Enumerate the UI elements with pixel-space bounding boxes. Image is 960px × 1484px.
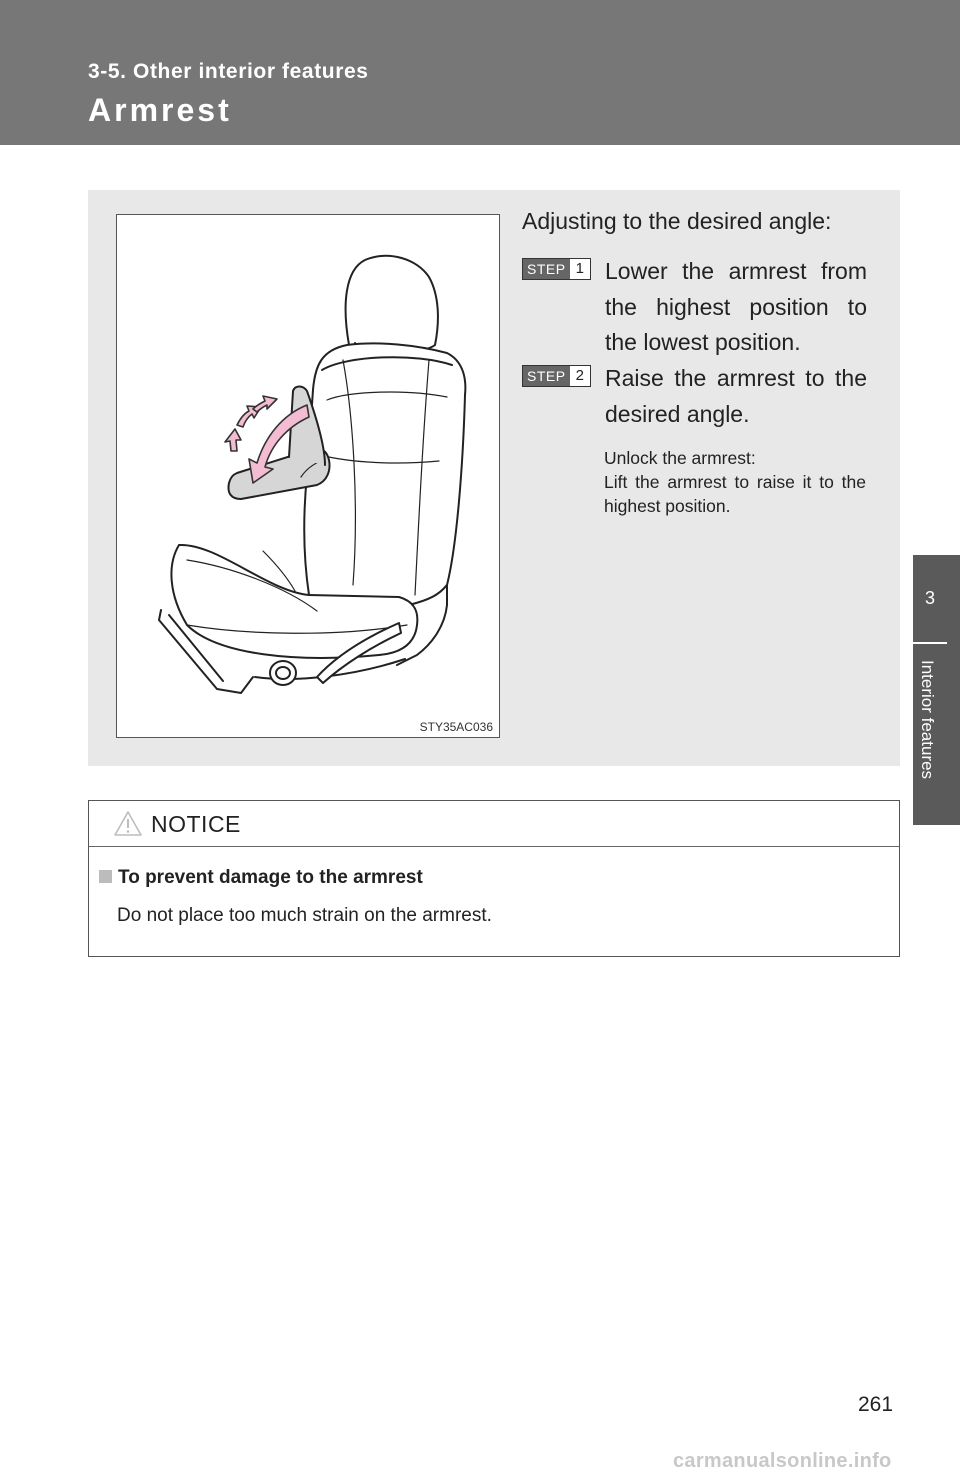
instructions-heading: Adjusting to the desired angle:: [522, 208, 832, 234]
notice-body: Do not place too much strain on the armrest.: [117, 905, 492, 926]
seat-knob: [270, 661, 296, 685]
unlock-note-text: Lift the armrest to raise it to the highest position.: [604, 472, 866, 516]
figure-code: STY35AC036: [419, 720, 493, 734]
step-2-badge-word: STEP: [523, 366, 570, 386]
step-2-badge: [522, 365, 591, 387]
notice-title: NOTICE: [151, 811, 241, 837]
seat-drawing: [117, 215, 499, 737]
unlock-note: [604, 446, 866, 518]
notice-box: [88, 800, 900, 957]
step-1-badge-number: 1: [575, 260, 584, 277]
square-bullet-icon: [99, 870, 112, 883]
chapter-label-text: Interior features: [918, 660, 937, 780]
notice-header: [89, 801, 899, 847]
chapter-number: 3: [924, 588, 935, 608]
step-2-badge-number: 2: [575, 367, 584, 384]
step-2-text: Raise the armrest to the desired angle.: [605, 365, 867, 427]
section-title: 3-5. Other interior features: [88, 60, 369, 83]
raising-arrow-3: [253, 396, 277, 412]
seat-illustration: [116, 214, 500, 738]
chapter-tab-divider: [913, 642, 947, 644]
page-title: Armrest: [88, 92, 232, 128]
watermark: carmanualsonline.info: [673, 1450, 892, 1472]
step-1-text: Lower the armrest from the highest position to the lowest position.: [605, 258, 867, 355]
notice-subheading: [99, 867, 423, 889]
unlock-note-title: Unlock the armrest:: [604, 448, 756, 468]
notice-subheading-text: To prevent damage to the armrest: [118, 867, 423, 888]
chapter-label: [917, 660, 941, 822]
page-number: 261: [858, 1393, 894, 1416]
step-1-badge: [522, 258, 591, 280]
headrest: [346, 256, 438, 351]
warning-triangle-icon: [113, 810, 143, 842]
raising-arrow-1: [225, 429, 241, 451]
step-1-badge-word: STEP: [523, 259, 570, 279]
page-header: [0, 0, 960, 145]
